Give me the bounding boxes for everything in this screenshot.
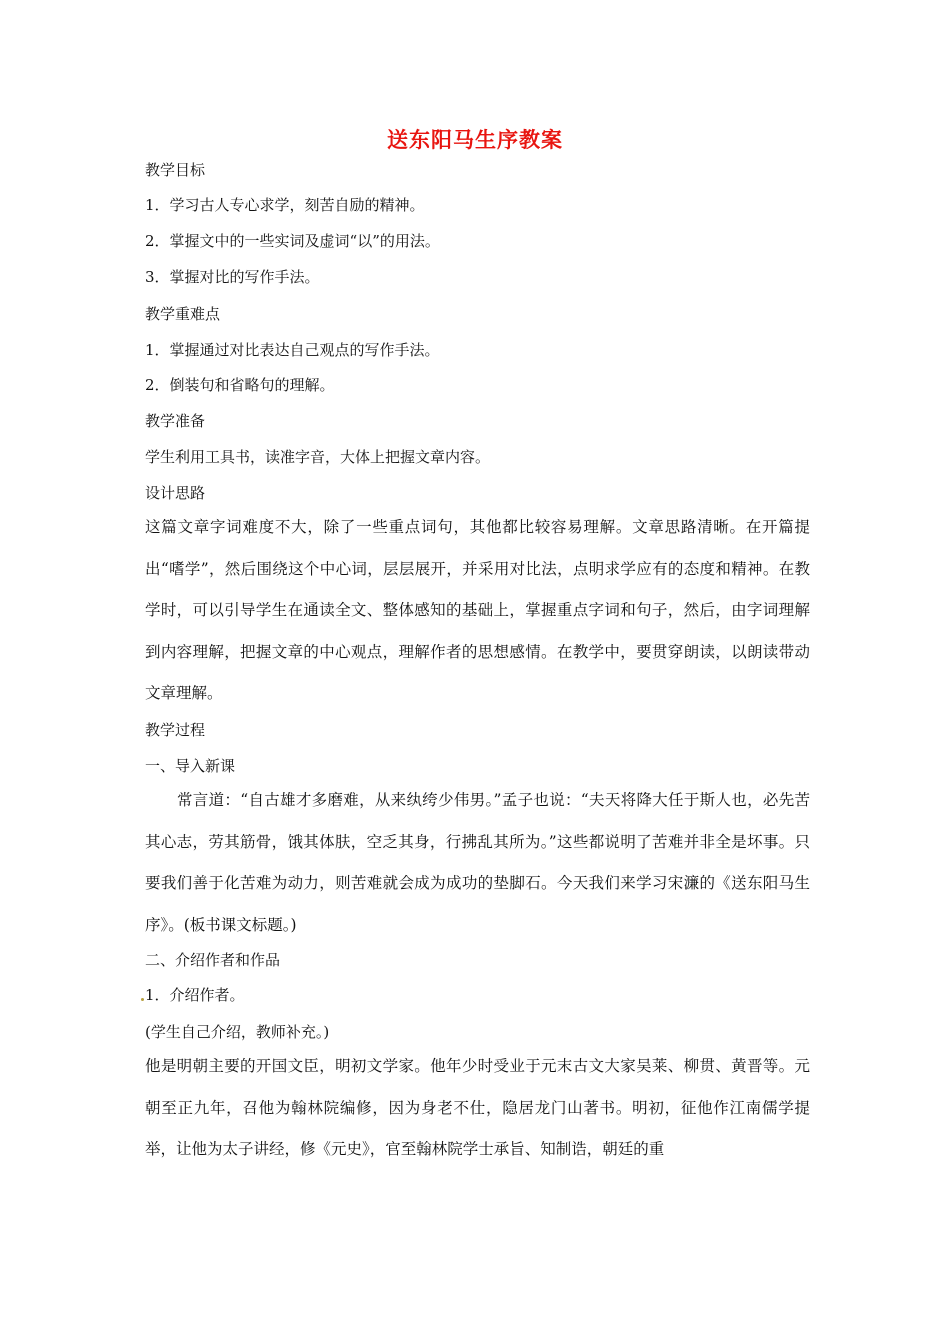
- step1-heading: 一、导入新课: [145, 757, 236, 775]
- goals-heading: 教学目标: [145, 161, 206, 179]
- design-heading: 设计思路: [145, 484, 206, 502]
- step2-heading: 二、介绍作者和作品: [145, 951, 281, 969]
- step1-paragraph: 常言道：“自古雄才多磨难，从来纨绔少伟男。”孟子也说：“夫天将降大任于斯人也，必先苦其心志，劳其筋骨，饿其体肤，空乏其身，行拂乱其所为。”这些都说明了苦难并非全是坏事。只要我们善于化苦难为动力，则苦难就会成为成功的垫脚石。今天我们来学习宋濂的《送东阳马生序》。(板书课文标题。): [145, 791, 810, 934]
- process-heading: 教学过程: [145, 721, 206, 739]
- author-paragraph: 他是明朝主要的开国文臣，明初文学家。他年少时受业于元末古文大家吴莱、柳贯、黄晋等。元朝至正九年，召他为翰林院编修，因为身老不仕，隐居龙门山著书。明初，征他作江南儒学提举，让他为太子讲经，修《元史》，官至翰林院学士承旨、知制诰，朝廷的重: [145, 1057, 810, 1159]
- goal-item: 1．学习古人专心求学，刻苦自励的精神。: [145, 196, 425, 214]
- design-paragraph: 这篇文章字词难度不大，除了一些重点词句，其他都比较容易理解。文章思路清晰。在开篇提出“嗜学”，然后围绕这个中心词，层层展开，并采用对比法，点明求学应有的态度和精神。在教学时，可以引导学生在通读全文、整体感知的基础上，掌握重点字词和句子，然后，由字词理解到内容理解，把握文章的中心观点，理解作者的思想感情。在教学中，要贯穿朗读，以朗读带动文章理解。: [145, 518, 810, 703]
- goal-item: 3．掌握对比的写作手法。: [145, 268, 320, 286]
- key-heading: 教学重难点: [145, 305, 221, 323]
- prep-heading: 教学准备: [145, 412, 206, 430]
- key-point: 2．倒装句和省略句的理解。: [145, 376, 335, 394]
- document-title: 送东阳马生序教案: [387, 128, 563, 152]
- prep-text: 学生利用工具书，读准字音，大体上把握文章内容。: [145, 448, 491, 466]
- key-point: 1．掌握通过对比表达自己观点的写作手法。: [145, 341, 440, 359]
- step2-subheading: 1．介绍作者。: [145, 986, 245, 1004]
- goal-item: 2．掌握文中的一些实词及虚词“以”的用法。: [145, 232, 440, 250]
- step2-note: (学生自己介绍，教师补充。): [145, 1023, 330, 1041]
- margin-mark: [141, 998, 144, 1001]
